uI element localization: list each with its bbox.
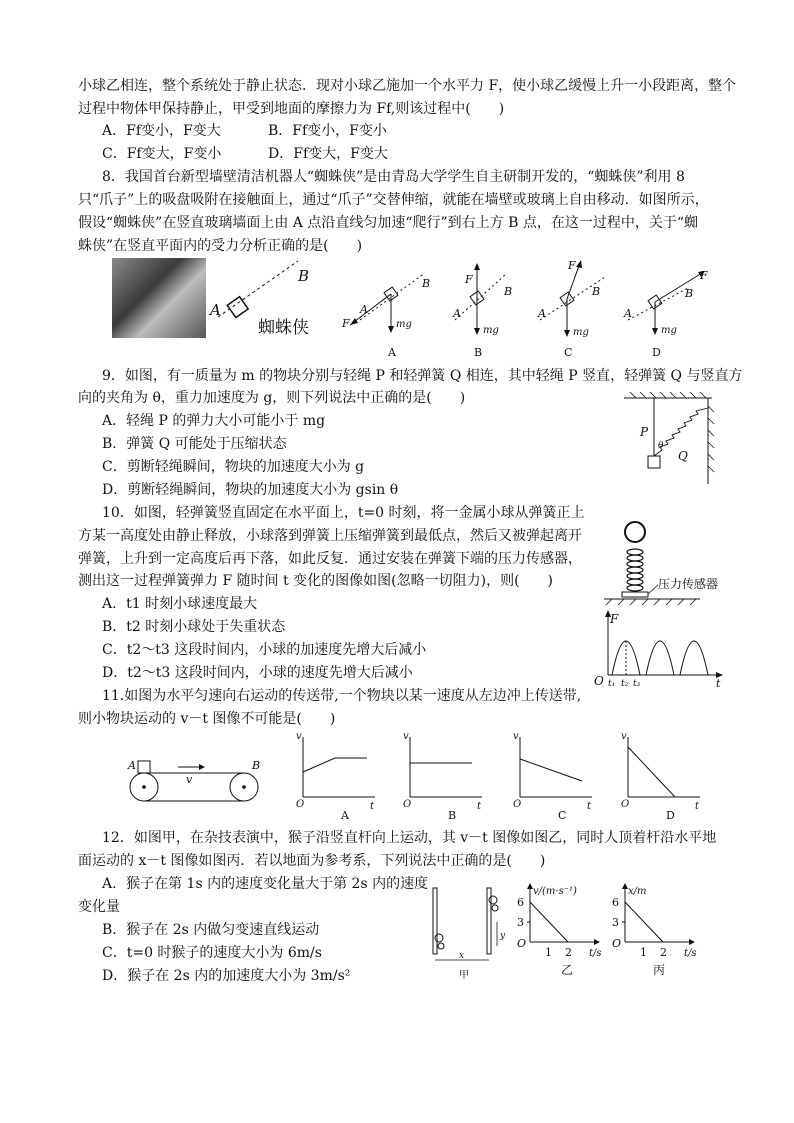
- yi-xtick-2: 2: [565, 946, 572, 959]
- yi-origin: O: [517, 937, 527, 950]
- q10-figure: [590, 515, 730, 690]
- svg-text:t₂: t₂: [621, 679, 629, 689]
- monkey-pole-diagram: [433, 888, 506, 981]
- svg-text:B: B: [685, 287, 694, 300]
- svg-text:O: O: [621, 799, 630, 810]
- q10-line2: 方某一高度处由静止释放，小球落到弹簧上压缩弹簧到最低点，然后又被弹起离开: [78, 528, 582, 544]
- svg-text:t: t: [695, 801, 700, 812]
- svg-text:v: v: [621, 731, 627, 742]
- q9-option-d: D．剪断轻绳瞬间，物块的加速度大小为 gsin θ: [102, 482, 399, 498]
- q7-line2: 过程中物体甲保持静止，甲受到地面的摩擦力为 Ff,则该过程中( ): [78, 101, 505, 117]
- q7-option-d: D．Ff变大，F变大: [268, 146, 388, 162]
- q10-option-d: D．t2～t3 这段时间内，小球的速度先增大后减小: [102, 665, 413, 681]
- q10-option-a: A．t1 时刻小球速度最大: [102, 596, 258, 612]
- q11-graph-c: [513, 731, 592, 812]
- svg-text:O: O: [594, 674, 604, 688]
- svg-text:x: x: [459, 951, 465, 961]
- bing-origin: O: [612, 937, 622, 950]
- svg-text:F: F: [465, 273, 473, 286]
- fig-yi-label: 乙: [561, 963, 574, 977]
- q7-option-b: B．Ff变小，F变小: [268, 123, 387, 139]
- q10-line4: 测出这一过程弹簧弹力 F 随时间 t 变化的图像如图(忽略一切阻力)，则( ): [78, 573, 553, 589]
- yi-xtick-1: 1: [545, 946, 552, 959]
- q10-option-b: B．t2 时刻小球处于失重状态: [102, 619, 286, 635]
- svg-text:t: t: [587, 801, 592, 812]
- q9-line2: 向的夹角为 θ，重力加速度为 g，则下列说法中正确的是( ): [78, 390, 466, 406]
- svg-text:θ: θ: [658, 441, 664, 451]
- q12-figures: [425, 880, 725, 985]
- svg-text:t₁: t₁: [608, 679, 616, 689]
- q11-label-c: C: [558, 809, 567, 822]
- fig-jia-label: 甲: [459, 970, 469, 981]
- bing-ylabel: x/m: [628, 886, 647, 897]
- q7-option-c: C．Ff变大，F变小: [102, 146, 222, 162]
- svg-text:F: F: [700, 269, 708, 282]
- svg-text:mg: mg: [661, 325, 677, 336]
- yi-ytick-3: 3: [517, 916, 524, 929]
- q9-option-b: B．弹簧 Q 可能处于压缩状态: [102, 436, 287, 452]
- svg-text:O: O: [513, 799, 522, 810]
- q12-option-c: C．t=0 时猴子的速度大小为 6m/s: [102, 945, 322, 961]
- svg-text:mg: mg: [573, 327, 589, 338]
- q12-vt-graph: [517, 883, 602, 977]
- q9-figure: [622, 392, 722, 488]
- svg-text:A: A: [624, 307, 632, 320]
- svg-text:t: t: [370, 801, 375, 812]
- q11-label-b: B: [448, 809, 457, 822]
- pressure-sensor-label: 压力传感器: [658, 577, 719, 591]
- q8-option-a-diagram: [341, 273, 430, 333]
- svg-text:B: B: [592, 285, 601, 298]
- q9-line1: 9．如图，有一质量为 m 的物块分别与轻绳 P 和轻弹簧 Q 相连，其中轻绳 P 竖直，轻弹簧 Q 与竖直方: [102, 368, 743, 384]
- q8-label-a: A: [388, 346, 396, 359]
- svg-text:A: A: [210, 301, 221, 319]
- svg-text:B: B: [252, 759, 261, 772]
- q8-figures: [200, 255, 720, 360]
- q8-line1: 8．我国首台新型墙壁清洁机器人“蜘蛛侠”是由青岛大学学生自主研制开发的，“蜘蛛侠”利用 8: [102, 169, 685, 185]
- bing-ytick-3: 3: [612, 916, 619, 929]
- fig-bing-label: 丙: [653, 963, 666, 977]
- q12-option-a-1: A．猴子在第 1s 内的速度变化量大于第 2s 内的速度: [102, 876, 429, 892]
- q7-line1: 小球乙相连，整个系统处于静止状态．现对小球乙施加一个水平力 F，使小球乙缓慢上升一小段距离，整个: [78, 78, 737, 94]
- spiderman-robot-photo: [112, 258, 206, 338]
- svg-text:Q: Q: [678, 449, 688, 463]
- svg-text:t₃: t₃: [633, 679, 641, 689]
- bing-xtick-1: 1: [640, 946, 647, 959]
- q8-option-c-diagram: [537, 259, 605, 338]
- q11-graph-a: [296, 731, 375, 812]
- q12-line2: 面运动的 x－t 图像如图丙．若以地面为参考系，下列说法中正确的是( ): [78, 853, 546, 869]
- bing-xunit: t/s: [684, 948, 697, 959]
- yi-xunit: t/s: [589, 948, 602, 959]
- svg-text:O: O: [296, 799, 305, 810]
- q7-option-a: A．Ff变小，F变大: [102, 123, 221, 139]
- q8-line2: 只“爪子”上的吸盘吸附在接触面上，通过“爪子”交替伸缩，就能在墙壁或玻璃上自由移动．如图所示，: [78, 192, 709, 208]
- q8-line4: 蛛侠”在竖直平面内的受力分析正确的是( ): [78, 238, 363, 254]
- q8-line3: 假设“蜘蛛侠”在竖直玻璃墙面上由 A 点沿直线匀加速“爬行”到右上方 B 点，在这一过程中，关于“蜘: [78, 215, 698, 231]
- svg-text:t: t: [716, 677, 721, 690]
- yi-ylabel: v/(m·s⁻¹): [533, 886, 577, 897]
- svg-text:A: A: [538, 307, 546, 320]
- svg-text:v: v: [186, 773, 193, 786]
- q9-option-a: A．轻绳 P 的弹力大小可能小于 mg: [102, 413, 326, 429]
- svg-text:A: A: [360, 303, 368, 316]
- q8-label-d: D: [652, 346, 661, 359]
- q8-option-d-diagram: [623, 269, 708, 336]
- q11-graph-b: [403, 731, 482, 812]
- q11-line2: 则小物块运动的 v－t 图像不可能是( ): [78, 711, 336, 727]
- svg-text:v: v: [513, 731, 519, 742]
- q10-line3: 弹簧，上升到一定高度后再下落，如此反复．通过安装在弹簧下端的压力传感器，: [78, 551, 582, 567]
- svg-text:F: F: [610, 612, 619, 626]
- svg-text:y: y: [500, 931, 506, 941]
- q12-line1: 12．如图甲，在杂技表演中，猴子沿竖直杆向上运动，其 v－t 图像如图乙，同时人顶着杆沿水平地: [102, 830, 717, 846]
- svg-text:t: t: [477, 801, 482, 812]
- q11-figures: [120, 725, 730, 825]
- svg-text:v: v: [296, 731, 302, 742]
- svg-text:B: B: [504, 285, 513, 298]
- svg-text:B: B: [422, 277, 431, 290]
- q10-option-c: C．t2～t3 这段时间内，小球的加速度先增大后减小: [102, 642, 427, 658]
- svg-text:F: F: [342, 317, 350, 330]
- q12-option-d: D．猴子在 2s 内的加速度大小为 3m/s²: [102, 968, 351, 984]
- svg-text:O: O: [403, 799, 412, 810]
- svg-text:A: A: [128, 759, 136, 772]
- svg-text:P: P: [640, 425, 649, 439]
- yi-ytick-6: 6: [517, 896, 524, 909]
- q12-xt-graph: [612, 883, 697, 977]
- q11-line1: 11.如图为水平匀速向右运动的传送带,一个物块以某一速度从左边冲上传送带,: [102, 688, 582, 704]
- conveyor-belt-diagram: [127, 759, 260, 801]
- q11-label-d: D: [666, 809, 675, 822]
- svg-text:mg: mg: [483, 325, 499, 336]
- q11-graph-d: [621, 731, 700, 812]
- q8-label-b: B: [474, 346, 483, 359]
- q8-option-b-diagram: [452, 263, 512, 336]
- bing-xtick-2: 2: [660, 946, 667, 959]
- svg-text:F: F: [568, 259, 576, 272]
- svg-text:mg: mg: [396, 319, 412, 330]
- bing-ytick-6: 6: [612, 896, 619, 909]
- q11-label-a: A: [341, 809, 349, 822]
- q10-line1: 10．如图，轻弹簧竖直固定在水平面上，t=0 时刻，将一金属小球从弹簧正上: [102, 505, 585, 521]
- svg-text:v: v: [403, 731, 409, 742]
- svg-text:A: A: [453, 307, 461, 320]
- spiderman-label: 蜘蛛侠: [258, 318, 309, 338]
- q8-label-c: C: [564, 346, 573, 359]
- q12-option-a-2: 变化量: [78, 899, 120, 915]
- q12-option-b: B．猴子在 2s 内做匀变速直线运动: [102, 922, 320, 938]
- svg-text:B: B: [298, 267, 310, 285]
- q9-option-c: C．剪断轻绳瞬间，物块的加速度大小为 g: [102, 459, 365, 475]
